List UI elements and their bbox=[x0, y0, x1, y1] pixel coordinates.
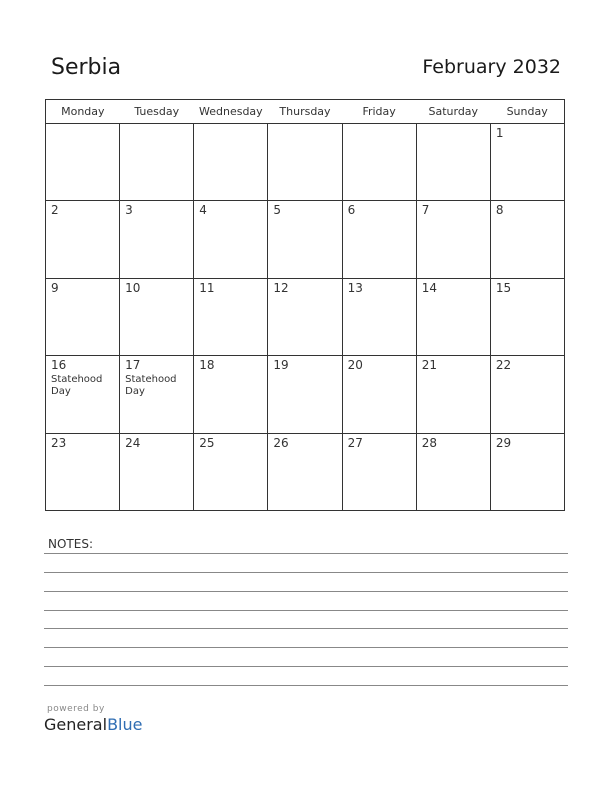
day-number: 28 bbox=[421, 435, 437, 450]
day-cell bbox=[416, 124, 490, 201]
day-cell bbox=[268, 278, 342, 355]
day-cell bbox=[46, 278, 120, 355]
day-number: 9 bbox=[51, 280, 59, 295]
day-cell bbox=[416, 278, 490, 355]
day-number: 16 bbox=[51, 358, 67, 373]
note-line[interactable] bbox=[44, 647, 568, 648]
brand-name-general: General bbox=[44, 715, 108, 734]
day-number: 11 bbox=[199, 280, 215, 295]
day-cell bbox=[120, 433, 194, 510]
day-number: 5 bbox=[273, 203, 282, 218]
brand-name bbox=[44, 715, 142, 734]
day-cell bbox=[342, 433, 416, 510]
day-number: 10 bbox=[125, 280, 141, 295]
day-number: 12 bbox=[273, 280, 289, 295]
day-cell bbox=[342, 201, 416, 278]
day-cell bbox=[342, 124, 416, 201]
day-cell bbox=[268, 433, 342, 510]
weekday-header: Sunday bbox=[490, 100, 564, 124]
notes-label: NOTES: bbox=[48, 537, 93, 551]
day-cell bbox=[46, 201, 120, 278]
brand-logo bbox=[44, 704, 142, 734]
day-number: 26 bbox=[273, 435, 289, 450]
day-number: 8 bbox=[495, 203, 504, 218]
day-cell bbox=[490, 124, 564, 201]
day-number: 25 bbox=[199, 435, 215, 450]
weekday-header: Thursday bbox=[268, 100, 342, 124]
day-cell bbox=[268, 124, 342, 201]
day-cell bbox=[120, 278, 194, 355]
day-cell bbox=[120, 124, 194, 201]
note-line[interactable] bbox=[44, 666, 568, 667]
day-number: 18 bbox=[199, 358, 215, 373]
note-line[interactable] bbox=[44, 572, 568, 573]
day-cell bbox=[490, 201, 564, 278]
week-row bbox=[46, 201, 565, 278]
powered-by-text: powered by bbox=[47, 704, 105, 714]
day-cell bbox=[46, 124, 120, 201]
week-row bbox=[46, 278, 565, 355]
day-number: 6 bbox=[347, 203, 356, 218]
note-line[interactable] bbox=[44, 553, 568, 554]
weekday-header: Saturday bbox=[416, 100, 490, 124]
note-line[interactable] bbox=[44, 628, 568, 629]
day-number: 20 bbox=[347, 358, 363, 373]
month-title: February 2032 bbox=[422, 56, 561, 78]
day-number: 15 bbox=[495, 280, 512, 295]
day-number: 2 bbox=[51, 203, 59, 218]
day-cell bbox=[268, 356, 342, 433]
week-row bbox=[46, 433, 565, 510]
day-cell bbox=[194, 433, 268, 510]
country-title: Serbia bbox=[51, 55, 122, 80]
note-line[interactable] bbox=[44, 685, 568, 686]
day-number: 23 bbox=[51, 435, 67, 450]
note-line[interactable] bbox=[44, 591, 568, 592]
day-cell bbox=[120, 356, 194, 433]
weekday-header-row bbox=[46, 100, 565, 124]
day-number: 13 bbox=[347, 280, 363, 295]
day-number: 4 bbox=[199, 203, 207, 218]
day-cell bbox=[490, 356, 564, 433]
day-cell bbox=[416, 356, 490, 433]
day-cell bbox=[194, 278, 268, 355]
weekday-header: Friday bbox=[342, 100, 416, 124]
day-cell bbox=[194, 124, 268, 201]
day-number: 3 bbox=[125, 203, 133, 218]
week-row bbox=[46, 124, 565, 201]
weekday-header: Monday bbox=[46, 100, 120, 124]
day-number: 22 bbox=[495, 358, 512, 373]
day-number: 7 bbox=[421, 203, 430, 218]
week-row bbox=[46, 356, 565, 433]
day-cell bbox=[194, 201, 268, 278]
day-number: 17 bbox=[125, 358, 141, 373]
day-cell bbox=[194, 356, 268, 433]
day-number: 21 bbox=[421, 358, 437, 373]
day-number: 27 bbox=[347, 435, 363, 450]
weekday-header: Tuesday bbox=[120, 100, 194, 124]
day-number: 1 bbox=[495, 126, 504, 140]
day-cell bbox=[342, 356, 416, 433]
day-number: 24 bbox=[125, 435, 141, 450]
note-line[interactable] bbox=[44, 610, 568, 611]
weekday-header: Wednesday bbox=[194, 100, 268, 124]
day-number: 14 bbox=[421, 280, 437, 295]
day-cell bbox=[416, 433, 490, 510]
day-cell bbox=[490, 433, 564, 510]
day-cell bbox=[120, 201, 194, 278]
day-number: 29 bbox=[495, 435, 512, 450]
day-cell bbox=[342, 278, 416, 355]
brand-name-blue: Blue bbox=[107, 715, 143, 734]
calendar-grid bbox=[45, 99, 565, 511]
day-number: 19 bbox=[273, 358, 289, 373]
day-cell bbox=[490, 278, 564, 355]
day-cell bbox=[46, 433, 120, 510]
holiday-label: Statehood Day bbox=[125, 374, 177, 398]
day-cell bbox=[46, 356, 120, 433]
day-cell bbox=[416, 201, 490, 278]
holiday-label: Statehood Day bbox=[51, 374, 103, 398]
day-cell bbox=[268, 201, 342, 278]
